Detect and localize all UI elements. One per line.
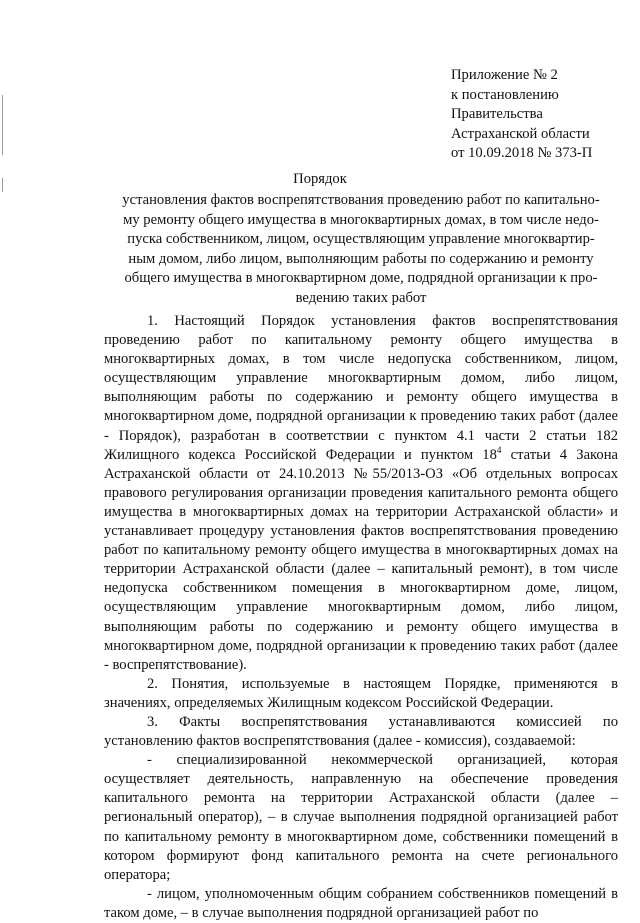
paragraph-5: - лицом, уполномоченным общим собранием собственников помещений в таком доме, – в случае выполнения подрядной организацией работ по <box>104 885 618 921</box>
document-title: Порядок <box>293 171 347 187</box>
subtitle-line: ным домом, либо лицом, выполняющим работы по содержанию и ремонту <box>128 250 594 267</box>
subtitle-line: установления фактов воспрепятствования проведению работ по капитально- <box>122 192 600 208</box>
appendix-block <box>451 66 631 164</box>
subtitle-line: пуска собственником, лицом, осуществляющим управление многоквартир- <box>127 231 595 248</box>
paragraph-text: статьи 4 Закона Астраханской области от 24.10.2013 №55/2013-ОЗ «Об отдельных вопросах правового регулирования организации проведения капитального ремонта общего имущества в многоквартирных домах на территории Астраханской области» и устанавливает процедуру установления фактов воспрепятствования проведению работ по капитальному ремонту общего имущества в многоквартирных домах на территории Астраханской области (далее – капитальный ремонт), в том числе недопуска собственником помещения в многоквартирном доме, лицом, осуществляющим управление многоквартирным домом, либо лицом, выполняющим работы по содержанию и ремонту общего имущества в многоквартирном доме, подрядной организации к проведению таких работ (далее - воспрепятствование). <box>104 446 618 673</box>
appendix-line: Приложение № 2 <box>451 67 558 83</box>
superscript: 4 <box>496 444 502 455</box>
subtitle-line: му ремонту общего имущества в многоквартирных домах, в том числе недо- <box>123 211 599 228</box>
appendix-line: к постановлению <box>451 86 559 103</box>
paragraph-text: 1. Настоящий Порядок установления фактов воспрепятствования проведению работ по капитальному ремонту общего имущества в многоквартирных домах, в том числе недопуска собственником, лицом, осуществляющим управление многоквартирным домом, либо лицом, выполняющим работы по содержанию и ремонту общего имущества в многоквартирном доме, подрядной организации к проведению таких работ (далее - Порядок), разработан в соответствии с пунктом 4.1 части 2 статьи 182 Жилищного кодекса Российской Федерации и пунктом 18 <box>104 313 618 463</box>
appendix-line: Астраханской области <box>451 125 590 142</box>
appendix-line: от 10.09.2018 № 373-П <box>451 145 593 161</box>
paragraph-2: 2. Понятия, используемые в настоящем Порядке, применяются в значениях, определяемых Жилищным кодексом Российской Федерации. <box>104 675 618 711</box>
document-subtitle <box>104 191 618 309</box>
document-body <box>104 312 618 923</box>
appendix-line: Правительства <box>451 106 543 122</box>
paragraph-1 <box>104 312 618 675</box>
subtitle-line: общего имущества в многоквартирном доме, подрядной организации к про- <box>124 270 598 287</box>
margin-mark <box>2 95 3 155</box>
paragraph-3: 3. Факты воспрепятствования устанавливаются комиссией по установлению фактов воспрепятствования (далее - комиссия), создаваемой: <box>104 713 618 750</box>
subtitle-line: ведению таких работ <box>295 289 427 306</box>
paragraph-4: - специализированной некоммерческой организацией, которая осуществляет деятельность, направленную на обеспечение проведения капитального ремонта на территории Астраханской области (далее – региональный оператор), – в случае выполнения подрядной организацией работ по капитальному ремонту в многоквартирном доме, собственники помещений в котором формируют фонд капитального ремонта на счете регионального оператора; <box>104 752 618 883</box>
